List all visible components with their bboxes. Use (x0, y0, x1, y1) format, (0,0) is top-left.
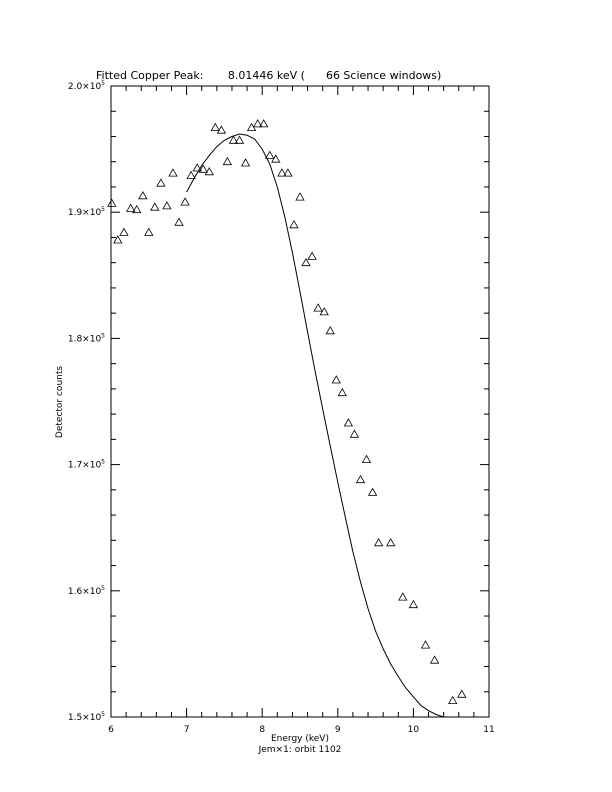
y-tick-exponent: 5 (101, 80, 105, 87)
data-point-triangle (357, 476, 365, 483)
data-point-triangle (181, 198, 189, 205)
data-point-triangle (308, 252, 316, 259)
data-point-triangle (175, 218, 183, 225)
data-point-triangle (409, 601, 417, 608)
data-point-triangle (422, 641, 430, 648)
y-tick-label: $1.9\times 10^5$ (67, 206, 105, 219)
data-point-triangle (369, 488, 377, 495)
y-tick-label: $1.7\times 10^5$ (67, 458, 105, 471)
data-point-triangle (242, 159, 250, 166)
data-point-triangle (211, 124, 219, 131)
y-tick-label: $1.6\times 10^5$ (67, 584, 105, 597)
x-tick-label: 6 (108, 725, 114, 735)
data-point-triangle (449, 697, 457, 704)
y-tick-label: $1.5\times 10^5$ (67, 711, 105, 723)
data-point-triangle (344, 419, 352, 426)
data-point-triangle (120, 228, 128, 235)
y-tick-label: $2.0\times 10^5$ (67, 80, 105, 92)
x-tick-label: 10 (407, 725, 420, 735)
y-tick-label: $1.8\times 10^5$ (67, 332, 105, 345)
data-point-triangle (108, 199, 116, 206)
data-point-triangle (151, 203, 159, 210)
data-point-triangle (350, 430, 358, 437)
data-point-triangle (290, 221, 298, 228)
data-point-triangle (399, 593, 407, 600)
data-point-triangle (139, 192, 147, 199)
data-point-triangle (431, 656, 439, 663)
fit-curve (187, 134, 452, 717)
data-point-triangle (163, 202, 171, 209)
y-axis-label: Detector counts (55, 365, 65, 439)
data-points (108, 120, 466, 704)
data-point-triangle (145, 228, 153, 235)
data-point-triangle (266, 151, 274, 158)
x-axis-label: Energy (keV) (271, 734, 329, 744)
y-tick-exponent: 5 (101, 332, 105, 340)
data-point-triangle (157, 179, 165, 186)
x-tick-label: 9 (334, 725, 341, 735)
data-point-triangle (332, 376, 340, 383)
data-point-triangle (127, 204, 135, 211)
plot-frame (111, 86, 489, 717)
data-point-triangle (387, 539, 395, 546)
data-point-triangle (314, 304, 322, 311)
data-point-triangle (187, 172, 195, 179)
y-tick-exponent: 5 (101, 458, 105, 466)
data-point-triangle (338, 389, 346, 396)
y-tick-exponent: 5 (101, 711, 105, 718)
y-tick-exponent: 5 (101, 206, 105, 214)
chart-title: Fitted Copper Peak: 8.01446 keV ( 66 Science windows) (96, 69, 442, 82)
data-point-triangle (363, 456, 371, 463)
y-tick-exponent: 5 (101, 584, 105, 592)
x-axis (108, 86, 495, 735)
data-point-triangle (223, 158, 231, 165)
data-point-triangle (458, 690, 466, 697)
x-tick-label: 7 (183, 725, 190, 735)
data-point-triangle (296, 193, 304, 200)
data-point-triangle (169, 169, 177, 176)
chart-subtitle: Jem×1: orbit 1102 (258, 745, 342, 755)
x-tick-label: 11 (483, 725, 495, 735)
data-point-triangle (326, 327, 334, 334)
x-tick-label: 8 (259, 725, 266, 735)
data-point-triangle (375, 539, 383, 546)
